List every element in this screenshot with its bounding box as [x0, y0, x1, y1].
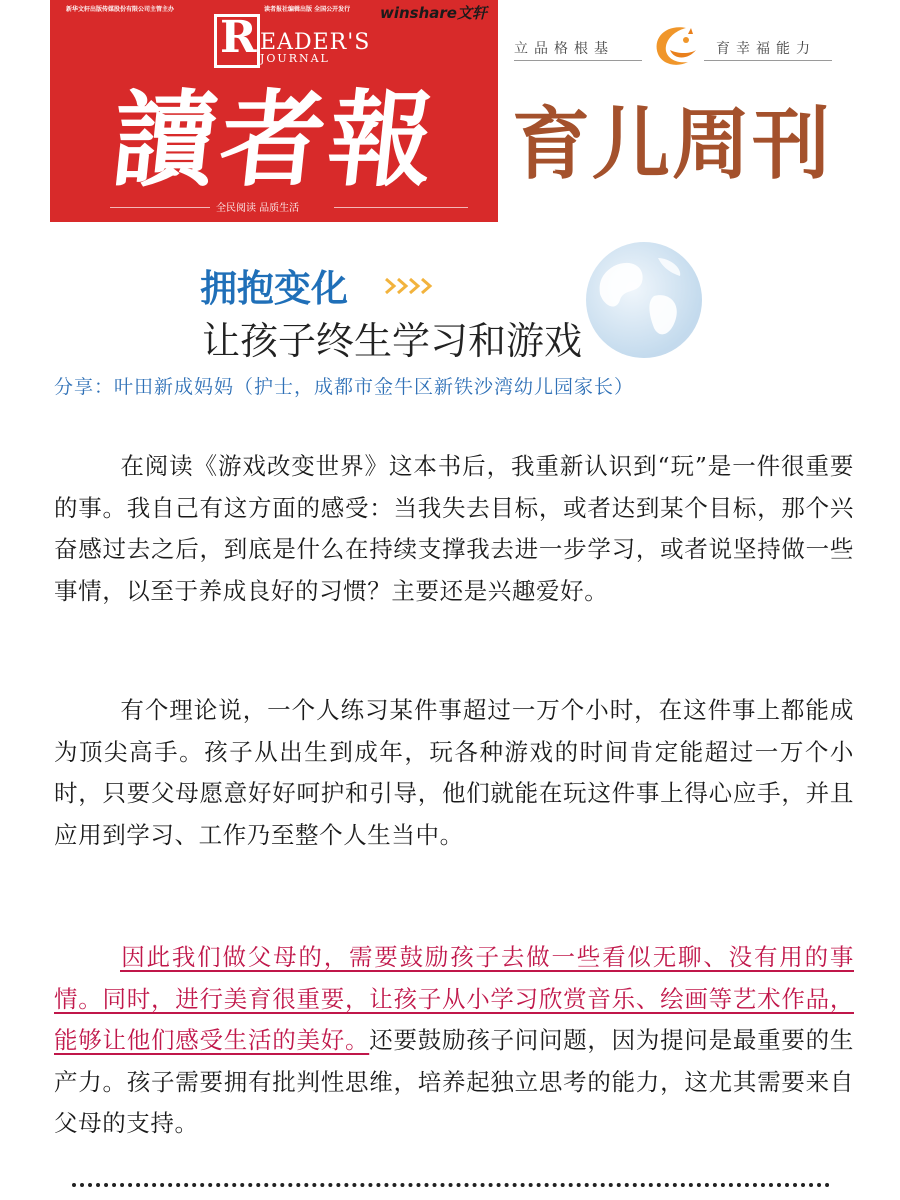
tagline-right: 育幸福能力 — [716, 41, 816, 57]
highlighted-text: 因此我们做父母的，需要鼓励孩子去做一些看似无聊、没有用的事情。同时，进行美育很重要，让孩子从小学习欣赏音乐、绘画等艺术作品，能够让他们感受生活的美好。 — [54, 943, 854, 1054]
publisher-line: 新华文轩出版传媒股份有限公司主管主办 — [66, 6, 175, 13]
masthead-slogan: 全民阅读 品质生活 — [216, 203, 300, 214]
tagline-left: 立品格根基 — [514, 41, 614, 57]
paragraph-2-text: 有个理论说，一个人练习某件事超过一万个小时，在这件事上都能成为顶尖高手。孩子从出生到成年，玩各种游戏的时间肯定能超过一万个小时，只要父母愿意好好呵护和引导，他们就能在玩这件事上得心应手，并且应用到学习、工作乃至整个人生当中。 — [54, 696, 854, 849]
slogan-rule-left — [110, 207, 210, 208]
article-headline: 让孩子终生学习和游戏 — [202, 319, 583, 363]
chevrons-icon — [384, 276, 436, 296]
logo-english-title: EADER'S — [260, 30, 371, 55]
tagline-rule-left — [514, 60, 642, 61]
dotted-divider — [72, 1183, 830, 1187]
winshare-brand: winshare文轩 — [380, 4, 487, 22]
logo-journal-word: JOURNAL — [260, 52, 330, 65]
slogan-rule-right — [334, 207, 468, 208]
paragraph-1 — [54, 446, 854, 612]
paragraph-3-text: 还要鼓励孩子问问题，因为提问是最重要的生产力。孩子需要拥有批判性思维，培养起独立思考的能力，这尤其需要来自父母的支持。 — [54, 1026, 855, 1137]
newspaper-masthead — [50, 0, 498, 222]
tagline-rule-right — [704, 60, 832, 61]
paragraph-3 — [54, 937, 854, 1145]
edition-line: 读者报社编辑出版 全国公开发行 — [264, 6, 351, 13]
orange-swirl-icon — [648, 20, 704, 72]
globe-icon — [580, 236, 710, 366]
logo-letter: R — [220, 12, 257, 63]
article-byline: 分享：叶田新成妈妈（护士，成都市金牛区新铁沙湾幼儿园家长） — [54, 376, 635, 398]
paragraph-2 — [54, 690, 854, 856]
article-kicker: 拥抱变化 — [200, 267, 348, 310]
column-title: 育儿周刊 — [512, 100, 833, 190]
readers-calligraphy-title: 讀者報 — [106, 78, 444, 201]
paragraph-1-text: 在阅读《游戏改变世界》这本书后，我重新认识到“玩”是一件很重要的事。我自己有这方面的感受：当我失去目标，或者达到某个目标，那个兴奋感过去之后，到底是什么在持续支撑我去进一步学习，或者说坚持做一些事情，以至于养成良好的习惯？主要还是兴趣爱好。 — [54, 452, 854, 605]
